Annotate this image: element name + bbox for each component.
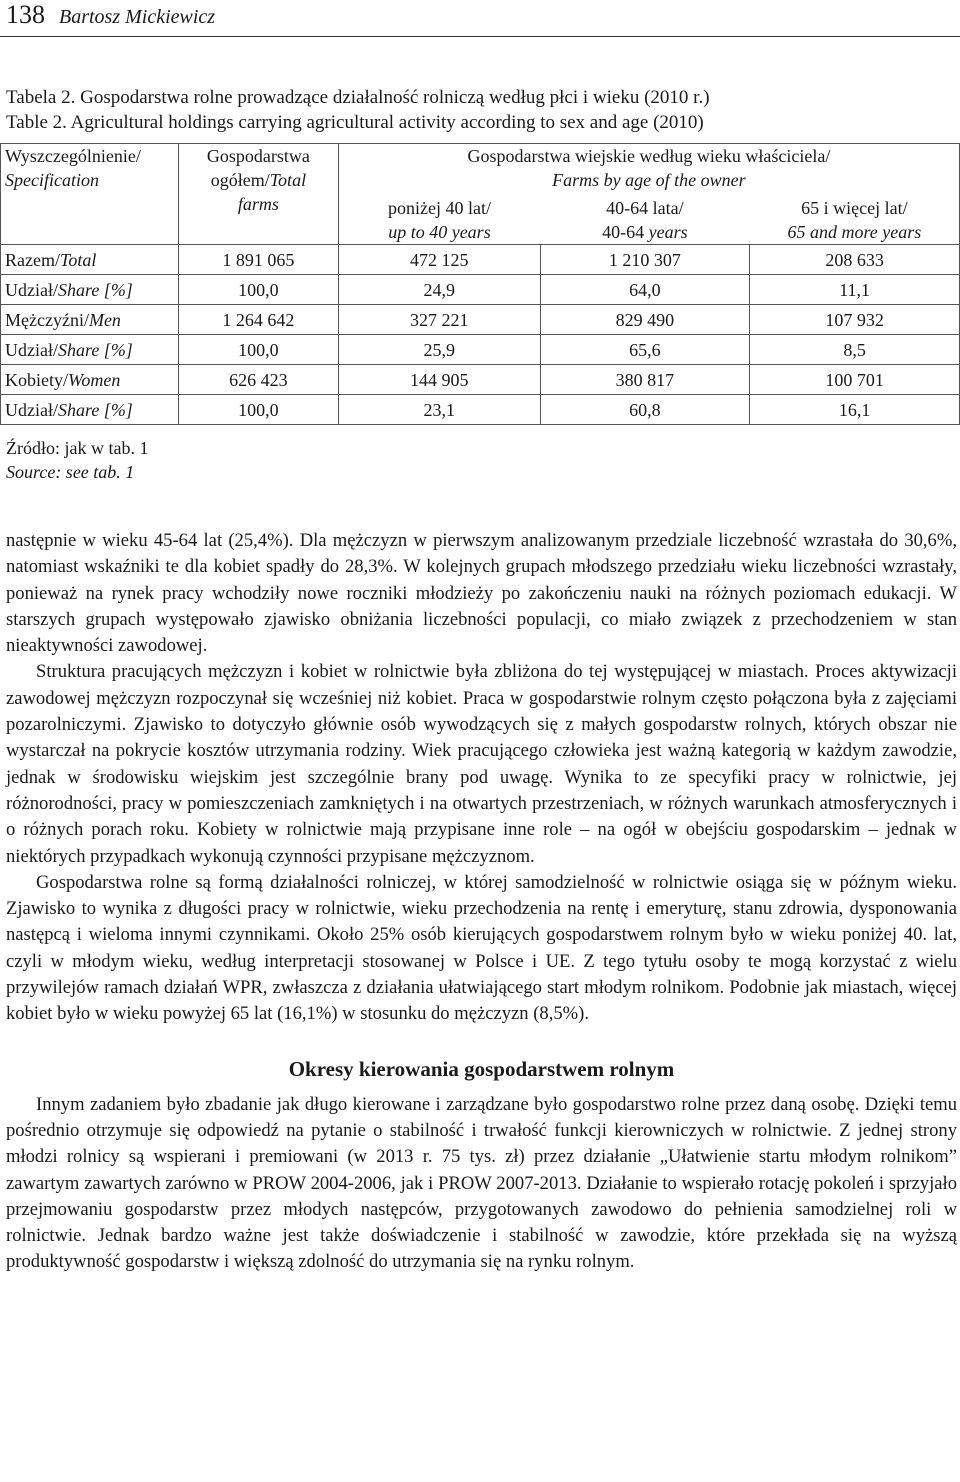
table-caption-en: Table 2. Agricultural holdings carrying agricultural activity according to sex and age (2010) <box>6 112 704 133</box>
row-label-pl: Udział/ <box>5 339 58 360</box>
cell-40-64: 65,6 <box>540 335 750 365</box>
cell-under-40: 144 905 <box>338 365 540 395</box>
header-age2-en: years <box>648 222 688 242</box>
body-text <box>6 528 957 1276</box>
table-row <box>1 305 960 335</box>
cell-65-plus: 11,1 <box>750 275 960 305</box>
header-age1-en: up to 40 years <box>388 222 491 242</box>
table-row <box>1 275 960 305</box>
row-label-pl: Razem/ <box>5 249 60 270</box>
cell-40-64: 829 490 <box>540 305 750 335</box>
cell-under-40: 472 125 <box>338 245 540 275</box>
paragraph: Struktura pracujących mężczyzn i kobiet w rolnictwie była zbliżona do tej występującej w miastach. Proces aktywizacji zawodowej mężczyzn rozpoczynał się wcześniej niż kobiet. Praca w gospodarstwie rolnym często połączona była z zajęciami pozarolniczymi. Zjawisko to dotyczyło głównie osób wywodzących się z małych gospodarstw rolnych, których obszar nie wystarczał na pokrycie kosztów utrzymania rodziny. Wiek pracującego człowieka jest ważną kategorią w każdym zawodzie, jednak w środowisku wiejskim jest szczególnie brany pod uwagę. Wynika to ze specyfiki pracy w rolnictwie, jej różnorodności, pracy w pomieszczeniach zamkniętych i na otwartych przestrzeniach, w różnych warunkach atmosferycznych i o różnych porach roku. Kobiety w rolnictwie mają przypisane inne role – na ogół w obejściu gospodarskim – jednak w niektórych przypadkach wykonują czynności przypisane mężczyznom. <box>6 661 957 867</box>
row-label-pl: Mężczyźni/ <box>5 309 89 330</box>
header-age-under-40 <box>338 196 540 245</box>
header-total-en2: farms <box>237 194 279 214</box>
header-total-en: Total <box>269 170 307 190</box>
header-age-65-plus <box>750 196 960 245</box>
cell-65-plus: 16,1 <box>750 395 960 425</box>
running-header <box>6 0 215 36</box>
paragraph: Innym zadaniem było zbadanie jak długo kierowane i zarządzane było gospodarstwo rolne przez daną osobę. Dzięki temu pośrednio otrzymuje się odpowiedź na pytanie o stabilność i trwałość funkcji kierowniczych w rolnictwie. Z jednej strony młodzi rolnicy są wspierani i premiowani (w 2013 r. 75 tys. zł) przez działanie „Ułatwienie startu młodym rolnikom” zawartym zawartych zarówno w PROW 2004-2006, jak i PROW 2007-2013. Działanie to wspierało rotację pokoleń i sprzyjało przejmowaniu gospodarstw przez młodych następców, przygotowanych zawodowo do pełnienia samodzielnej roli w rolnictwie. Jednak bardzo ważne jest także doświadczenie i stabilność w zawodzie, które przekłada się na wyższą produktywność gospodarstw i większą zdolność do utrzymania się na rynku rolnym. <box>6 1093 957 1273</box>
header-spec-en: Specification <box>5 170 99 190</box>
paragraph: Gospodarstwa rolne są formą działalności rolniczej, w której samodzielność w rolnictwie osiąga się w późnym wieku. Zjawisko to wynika z długości pracy w rolnictwie, wieku przechodzenia na rentę i emeryturę, stanu zdrowia, dysponowania następcą i wieloma innymi czynnikami. Około 25% osób kierujących gospodarstwem rolnym było w wieku poniżej 40. lat, czyli w młodym wieku, według interpretacji stosowanej w Polsce i UE. Z tego tytułu osoby te mogą korzystać z wielu przywilejów ramach działań WPR, zwłaszcza z działania ułatwiającego start młodym rolnikom. Podobnie jak miastach, więcej kobiet było w wieku powyżej 65 lat (16,1%) w stosunku do mężczyzn (8,5%). <box>6 871 957 1025</box>
row-label-pl: Udział/ <box>5 279 58 300</box>
table-header-row-1 <box>1 144 960 197</box>
table-source <box>6 436 148 484</box>
page-number: 138 <box>6 0 45 29</box>
row-label <box>1 305 179 335</box>
data-table <box>0 143 960 425</box>
cell-total: 1 264 642 <box>178 305 338 335</box>
cell-65-plus: 100 701 <box>750 365 960 395</box>
cell-40-64: 60,8 <box>540 395 750 425</box>
row-label-en: Share [%] <box>57 339 133 360</box>
cell-total: 1 891 065 <box>178 245 338 275</box>
cell-40-64: 380 817 <box>540 365 750 395</box>
cell-under-40: 23,1 <box>338 395 540 425</box>
row-label <box>1 275 179 305</box>
header-age3-en: 65 and more years <box>787 222 922 242</box>
cell-under-40: 25,9 <box>338 335 540 365</box>
row-label-en: Women <box>68 369 121 390</box>
cell-under-40: 24,9 <box>338 275 540 305</box>
row-label <box>1 365 179 395</box>
cell-total: 100,0 <box>178 335 338 365</box>
source-pl: Źródło: jak w tab. 1 <box>6 438 149 458</box>
row-label-en: Share [%] <box>57 399 133 420</box>
cell-under-40: 327 221 <box>338 305 540 335</box>
header-age2-pl: 40-64 lata/ <box>606 198 684 218</box>
row-label <box>1 245 179 275</box>
cell-total: 100,0 <box>178 275 338 305</box>
row-label-en: Total <box>59 249 97 270</box>
table-row <box>1 365 960 395</box>
row-label-pl: Kobiety/ <box>5 369 68 390</box>
cell-40-64: 64,0 <box>540 275 750 305</box>
header-specification <box>1 144 179 245</box>
row-label-pl: Udział/ <box>5 399 58 420</box>
header-spec-pl: Wyszczególnienie/ <box>5 146 141 166</box>
cell-65-plus: 208 633 <box>750 245 960 275</box>
cell-65-plus: 107 932 <box>750 305 960 335</box>
running-author: Bartosz Mickiewicz <box>59 6 216 28</box>
header-total-farms <box>178 144 338 245</box>
row-label <box>1 395 179 425</box>
table-row <box>1 335 960 365</box>
cell-65-plus: 8,5 <box>750 335 960 365</box>
section-heading: Okresy kierowania gospodarstwem rolnym <box>288 1056 675 1081</box>
table-row <box>1 245 960 275</box>
row-label <box>1 335 179 365</box>
header-group-pl: Gospodarstwa wiejskie według wieku właściciela/ <box>467 146 831 166</box>
cell-40-64: 1 210 307 <box>540 245 750 275</box>
paragraph: następnie w wieku 45-64 lat (25,4%). Dla mężczyzn w pierwszym analizowanym przedziale liczebność wzrastała do 30,6%, natomiast wskaźniki te dla kobiet spadły do 28,3%. W kolejnych grupach młodszego przedziału wieku liczebności wzrastały, ponieważ na rynek pracy wchodziły nowe roczniki młodzieży po zakończeniu nauki na różnych poziomach edukacji. W starszych grupach występowało zjawisko obniżania liczebności populacji, co miało związek z przechodzeniem w stan nieaktywności zawodowej. <box>6 530 957 657</box>
header-age1-pl: poniżej 40 lat/ <box>387 198 491 218</box>
header-age-group <box>338 144 959 197</box>
header-age2-en-num: 40-64 <box>602 222 649 242</box>
header-age-40-64 <box>540 196 750 245</box>
row-label-en: Men <box>88 309 121 330</box>
header-rule <box>0 36 960 37</box>
row-label-en: Share [%] <box>57 279 133 300</box>
header-total-pl2: ogółem/ <box>210 170 270 190</box>
table-row <box>1 395 960 425</box>
header-age3-pl: 65 i więcej lat/ <box>801 198 908 218</box>
data-table-wrapper <box>0 143 960 425</box>
header-total-pl: Gospodarstwa <box>206 146 310 166</box>
table-caption-pl: Tabela 2. Gospodarstwa rolne prowadzące działalność rolniczą według płci i wieku (2010 r.) <box>6 87 710 108</box>
cell-total: 100,0 <box>178 395 338 425</box>
cell-total: 626 423 <box>178 365 338 395</box>
header-group-en: Farms by age of the owner <box>552 170 746 190</box>
source-en: Source: see tab. 1 <box>6 462 135 482</box>
